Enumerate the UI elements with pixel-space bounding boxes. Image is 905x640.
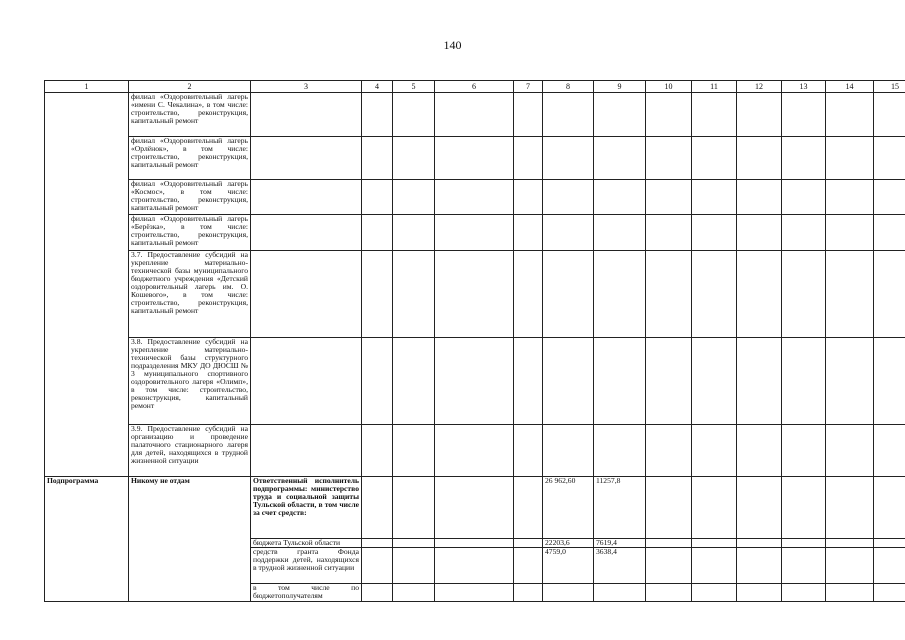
activity-cell: филиал «Оздоровительный лагерь «Орлёнок», в том числе: строительство, реконструкция, капитальный ремонт — [129, 137, 251, 180]
col-header: 1 — [45, 81, 129, 93]
col-header: 15 — [874, 81, 905, 93]
table-row — [45, 251, 905, 338]
table-row — [45, 215, 905, 251]
col-header: 7 — [514, 81, 543, 93]
activity-cell: 3.9. Предоставление субсидий на организацию и проведение палаточного стационарного лагеря для детей, находящихся в трудной жизненной ситуации — [129, 425, 251, 477]
subprogram-name: Никому не отдам — [129, 477, 251, 602]
total-col8: 26 962,60 — [543, 477, 594, 539]
subprogram-label: Подпрограмма — [45, 477, 129, 602]
table-row — [45, 425, 905, 477]
col-header: 12 — [737, 81, 782, 93]
col-header: 9 — [594, 81, 646, 93]
budget-col8: 22203,6 — [543, 539, 594, 548]
grant-col8: 4759,0 — [543, 548, 594, 584]
col-header: 6 — [435, 81, 514, 93]
table-row — [45, 137, 905, 180]
table-row — [45, 180, 905, 215]
funding-source: бюджета Тульской области — [251, 539, 362, 548]
funding-source: в том числе по бюджетополучателям — [251, 584, 362, 602]
activity-cell: 3.8. Предоставление субсидий на укрепление материально-технической базы структурного подразделения МКУ ДО ДЮСШ № 3 муниципального спортивного оздоровительного лагеря «Олимп», в том числе: строительство, реконструкция, капитальный ремонт — [129, 338, 251, 425]
activity-cell: филиал «Оздоровительный лагерь «Космос», в том числе: строительство, реконструкция, капитальный ремонт — [129, 180, 251, 215]
responsible-executor: Ответственный исполнитель подпрограммы: министерство труда и социальной защиты Тульской области, в том числе за счет средств: — [251, 477, 362, 539]
header-row — [45, 81, 905, 93]
activity-cell: филиал «Оздоровительный лагерь «Берёзка», в том числе: строительство, реконструкция, капитальный ремонт — [129, 215, 251, 251]
program-table — [44, 80, 905, 602]
table-row — [45, 338, 905, 425]
total-col9: 11257,8 — [594, 477, 646, 539]
funding-source: средств гранта Фонда поддержки детей, находящихся в трудной жизненной ситуации — [251, 548, 362, 584]
col-header: 4 — [362, 81, 393, 93]
subprogram-row — [45, 477, 905, 539]
activity-cell: 3.7. Предоставление субсидий на укрепление материально-технической базы муниципального бюджетного учреждения «Детский оздоровительный лагерь им. О. Кошевого», в том числе: строительство, реконструкция, капитальный ремонт — [129, 251, 251, 338]
budget-col9: 7619,4 — [594, 539, 646, 548]
col-header: 3 — [251, 81, 362, 93]
table-row — [45, 93, 905, 137]
col-header: 8 — [543, 81, 594, 93]
col-header: 11 — [692, 81, 737, 93]
col-header: 14 — [826, 81, 874, 93]
col-header: 2 — [129, 81, 251, 93]
activity-cell: филиал «Оздоровительный лагерь «имени С. Чекалина», в том числе: строительство, реконструкция, капитальный ремонт — [129, 93, 251, 137]
col-header: 10 — [646, 81, 692, 93]
grant-col9: 3638,4 — [594, 548, 646, 584]
page-number: 140 — [443, 38, 462, 52]
col-header: 5 — [393, 81, 435, 93]
col-header: 13 — [782, 81, 826, 93]
empty-cell — [45, 93, 129, 477]
